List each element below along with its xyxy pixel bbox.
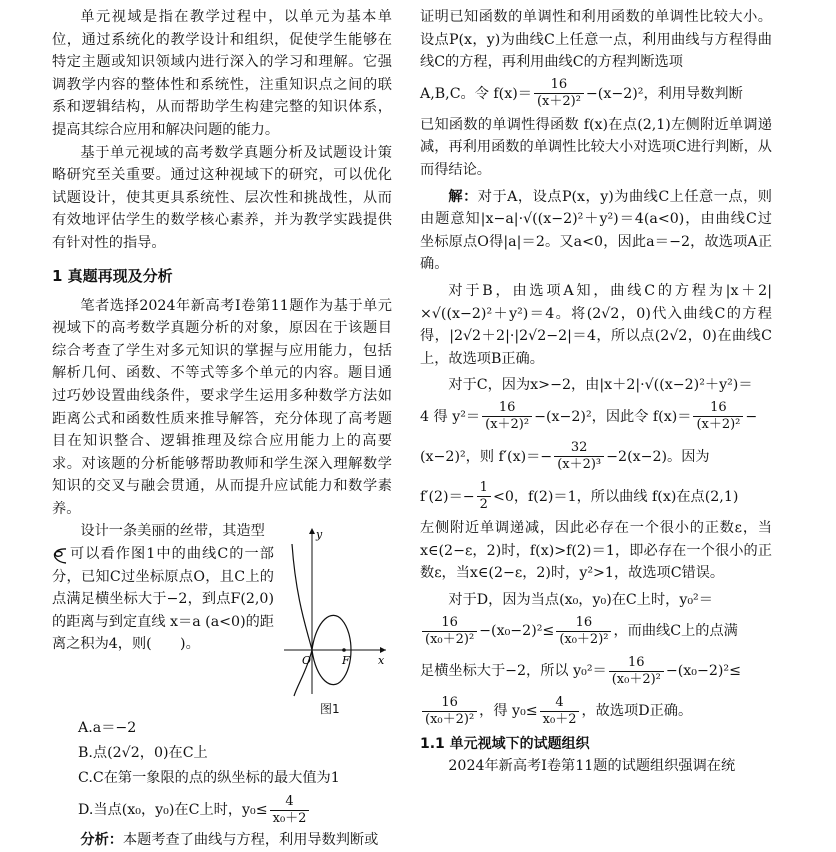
option-d-text: D.当点(x₀，y₀)在C上时，y₀≤ — [78, 802, 268, 819]
solution-c-conclusion: 左侧附近单调递减，因此必存在一个很小的正数ε，当x∈(2−ε，2)时，f(x)>f(2)＝1，即必存在一个很小的正数ε，当x∈(2−ε，2)时，y²>1，故选项C错误。 — [420, 519, 772, 582]
solution-d-line-3: 足横坐标大于−2，所以 y₀²＝ $\frac{16}{\text{(x₀＋2)²}}$ −(x₀−2)²≤ — [420, 654, 742, 687]
last-line: 2024年新高考Ⅰ卷第11题的试题组织强调在统 — [448, 758, 736, 775]
x-axis-arrow — [380, 647, 386, 653]
intro-paragraph: 单元视域是指在教学过程中，以单元为基本单位，通过系统化的教学设计和组织，促使学生能够在特定主题或知识领域内进行深入的学习和理解。它强调教学内容的整体性和系统性，注重知识点之间的联系和逻辑结构，从而帮助学生构建完整的知识体系，提高其综合应用和解决问题的能力。 — [52, 9, 392, 138]
solution-a: 解：对于A，设点P(x，y)为曲线C上任意一点，则由题意知|x−a|·√((x−2)²＋y²)＝4(a<0)，由曲线C过坐标原点O得|a|＝2。又a<0，因此a＝−2，故选项A正确。 — [420, 188, 772, 273]
option-b: B.点(2√2，0)在C上 — [78, 745, 208, 762]
analysis-text: 本题考查了曲线与方程，利用导数判断或 — [122, 832, 379, 849]
figure-1-curve — [280, 524, 392, 700]
left-column — [52, 6, 392, 852]
analysis-continued: 证明已知函数的单调性和利用函数的单调性比较大小。设点P(x，y)为曲线C上任意一点，利用曲线与方程得曲线C的方程，再利用曲线C的方程判断选项 — [420, 9, 772, 71]
solution-d-line-2: $\frac{16}{\text{(x₀＋2)²}}$ −(x₀−2)²≤ $\frac{16}{\text{(x₀＋2)²}}$ ，而曲线C上的点满 — [420, 611, 772, 651]
focus-point-f — [342, 649, 346, 653]
research-paragraph: 基于单元视域的高考数学真题分析及试题设计策略研究至关重要。通过这种视域下的研究，可以优化试题设计，使其更具系统性、层次性和挑战性，从而有效地评估学生的数学核心素养，并为教学实践提供有针对性的指导。 — [52, 144, 392, 251]
y-axis-arrow — [309, 528, 315, 534]
solution-d-line-4: $\frac{16}{\text{(x₀＋2)²}}$ ，得 y₀≤ $\frac{4}{\text{x₀＋2}}$ ，故选项D正确。 — [420, 691, 772, 731]
ribbon-icon — [50, 546, 70, 566]
option-c: C.C在第一象限的点的纵坐标的最大值为1 — [78, 770, 340, 787]
option-d — [52, 791, 392, 829]
solution-c-line-2: 4 得 y²＝ $\frac{16}{\text{(x＋2)²}}$ −(x−2)²，因此令 f(x)＝ $\frac{16}{\text{(x＋2)²}}$ − — [420, 400, 758, 433]
section-1-heading: 1 真题再现及分析 — [52, 266, 173, 285]
option-d-fraction: $\frac{4}{\text{x₀＋2}}$ — [270, 794, 310, 827]
solution-c-line-3: (x−2)²，则 f′(x)＝− $\frac{32}{\text{(x＋2)³}}$ −2(x−2)。因为 — [420, 440, 710, 473]
problem-body: 可以看作图1中的曲线C的一部分，已知C过坐标原点O，且C上的点满足横坐标大于−2，到点F(2,0)的距离与到定直线 x＝a (a<0)的距离之积为4，则( )。 — [52, 546, 274, 653]
curve-c-upper-branch — [292, 544, 312, 650]
x-label: x — [378, 654, 385, 668]
option-a: A.a＝−2 — [78, 720, 137, 737]
solution-c-line-1: 对于C，因为x>−2，由|x＋2|·√((x−2)²＋y²)＝ — [448, 377, 753, 394]
y-label: y — [316, 528, 323, 542]
figure-caption: 图1 — [320, 702, 340, 717]
analysis-conclusion: 已知函数的单调性得函数 f(x)在点(2,1)左侧附近单调递减，再利用函数的单调性比较大小对选项C进行判断，从而得结论。 — [420, 116, 772, 178]
problem-statement — [52, 520, 274, 656]
analysis-fx-line: A,B,C。令 f(x)＝ $\frac{16}{\text{(x＋2)²}}$ −(x−2)²，利用导数判断 — [420, 77, 743, 110]
analysis-label: 分析： — [80, 832, 123, 849]
problem-line-1: 设计一条美丽的丝带，其造型 — [80, 523, 265, 540]
origin-label: O — [302, 654, 312, 668]
selection-paragraph: 笔者选择2024年新高考Ⅰ卷第11题作为基于单元视域下的高考数学真题分析的对象，原因在于该题目综合考查了学生对多元知识的掌握与应用能力，包括解析几何、函数、不等式等多个单元的内容。题目通过巧妙设置曲线条件，要求学生运用多种数学方法如距离公式和函数性质来推导解答，充分体现了高考题目在知识整合、逻辑推理及综合应用能力上的高要求。对该题的分析能够帮助教师和学生深入理解数学知识的交叉与融会贯通，从而提升应试能力和数学素养。 — [52, 297, 392, 517]
problem-with-figure — [52, 520, 392, 716]
solution-label: 解： — [448, 188, 478, 205]
solution-c-line-4: f′(2)＝− $\frac{1}{2}$ <0，f(2)＝1，所以曲线 f(x)在点(2,1) — [420, 480, 739, 513]
analysis-paragraph — [52, 829, 392, 852]
solution-d-line-1: 对于D，因为当点(x₀，y₀)在C上时，y₀²＝ — [448, 591, 713, 608]
section-1-1-heading: 1.1 单元视域下的试题组织 — [420, 736, 590, 753]
right-column — [420, 6, 772, 778]
solution-b: 对于B，由选项A知，曲线C的方程为|x＋2|×√((x−2)²＋y²)＝4。将(2√2，0)代入曲线C的方程得，|2√2＋2|·|2√2−2|＝4，所以点(2√2，0)在曲线C上，故选项B正确。 — [420, 282, 772, 367]
f-label: F — [342, 654, 350, 668]
